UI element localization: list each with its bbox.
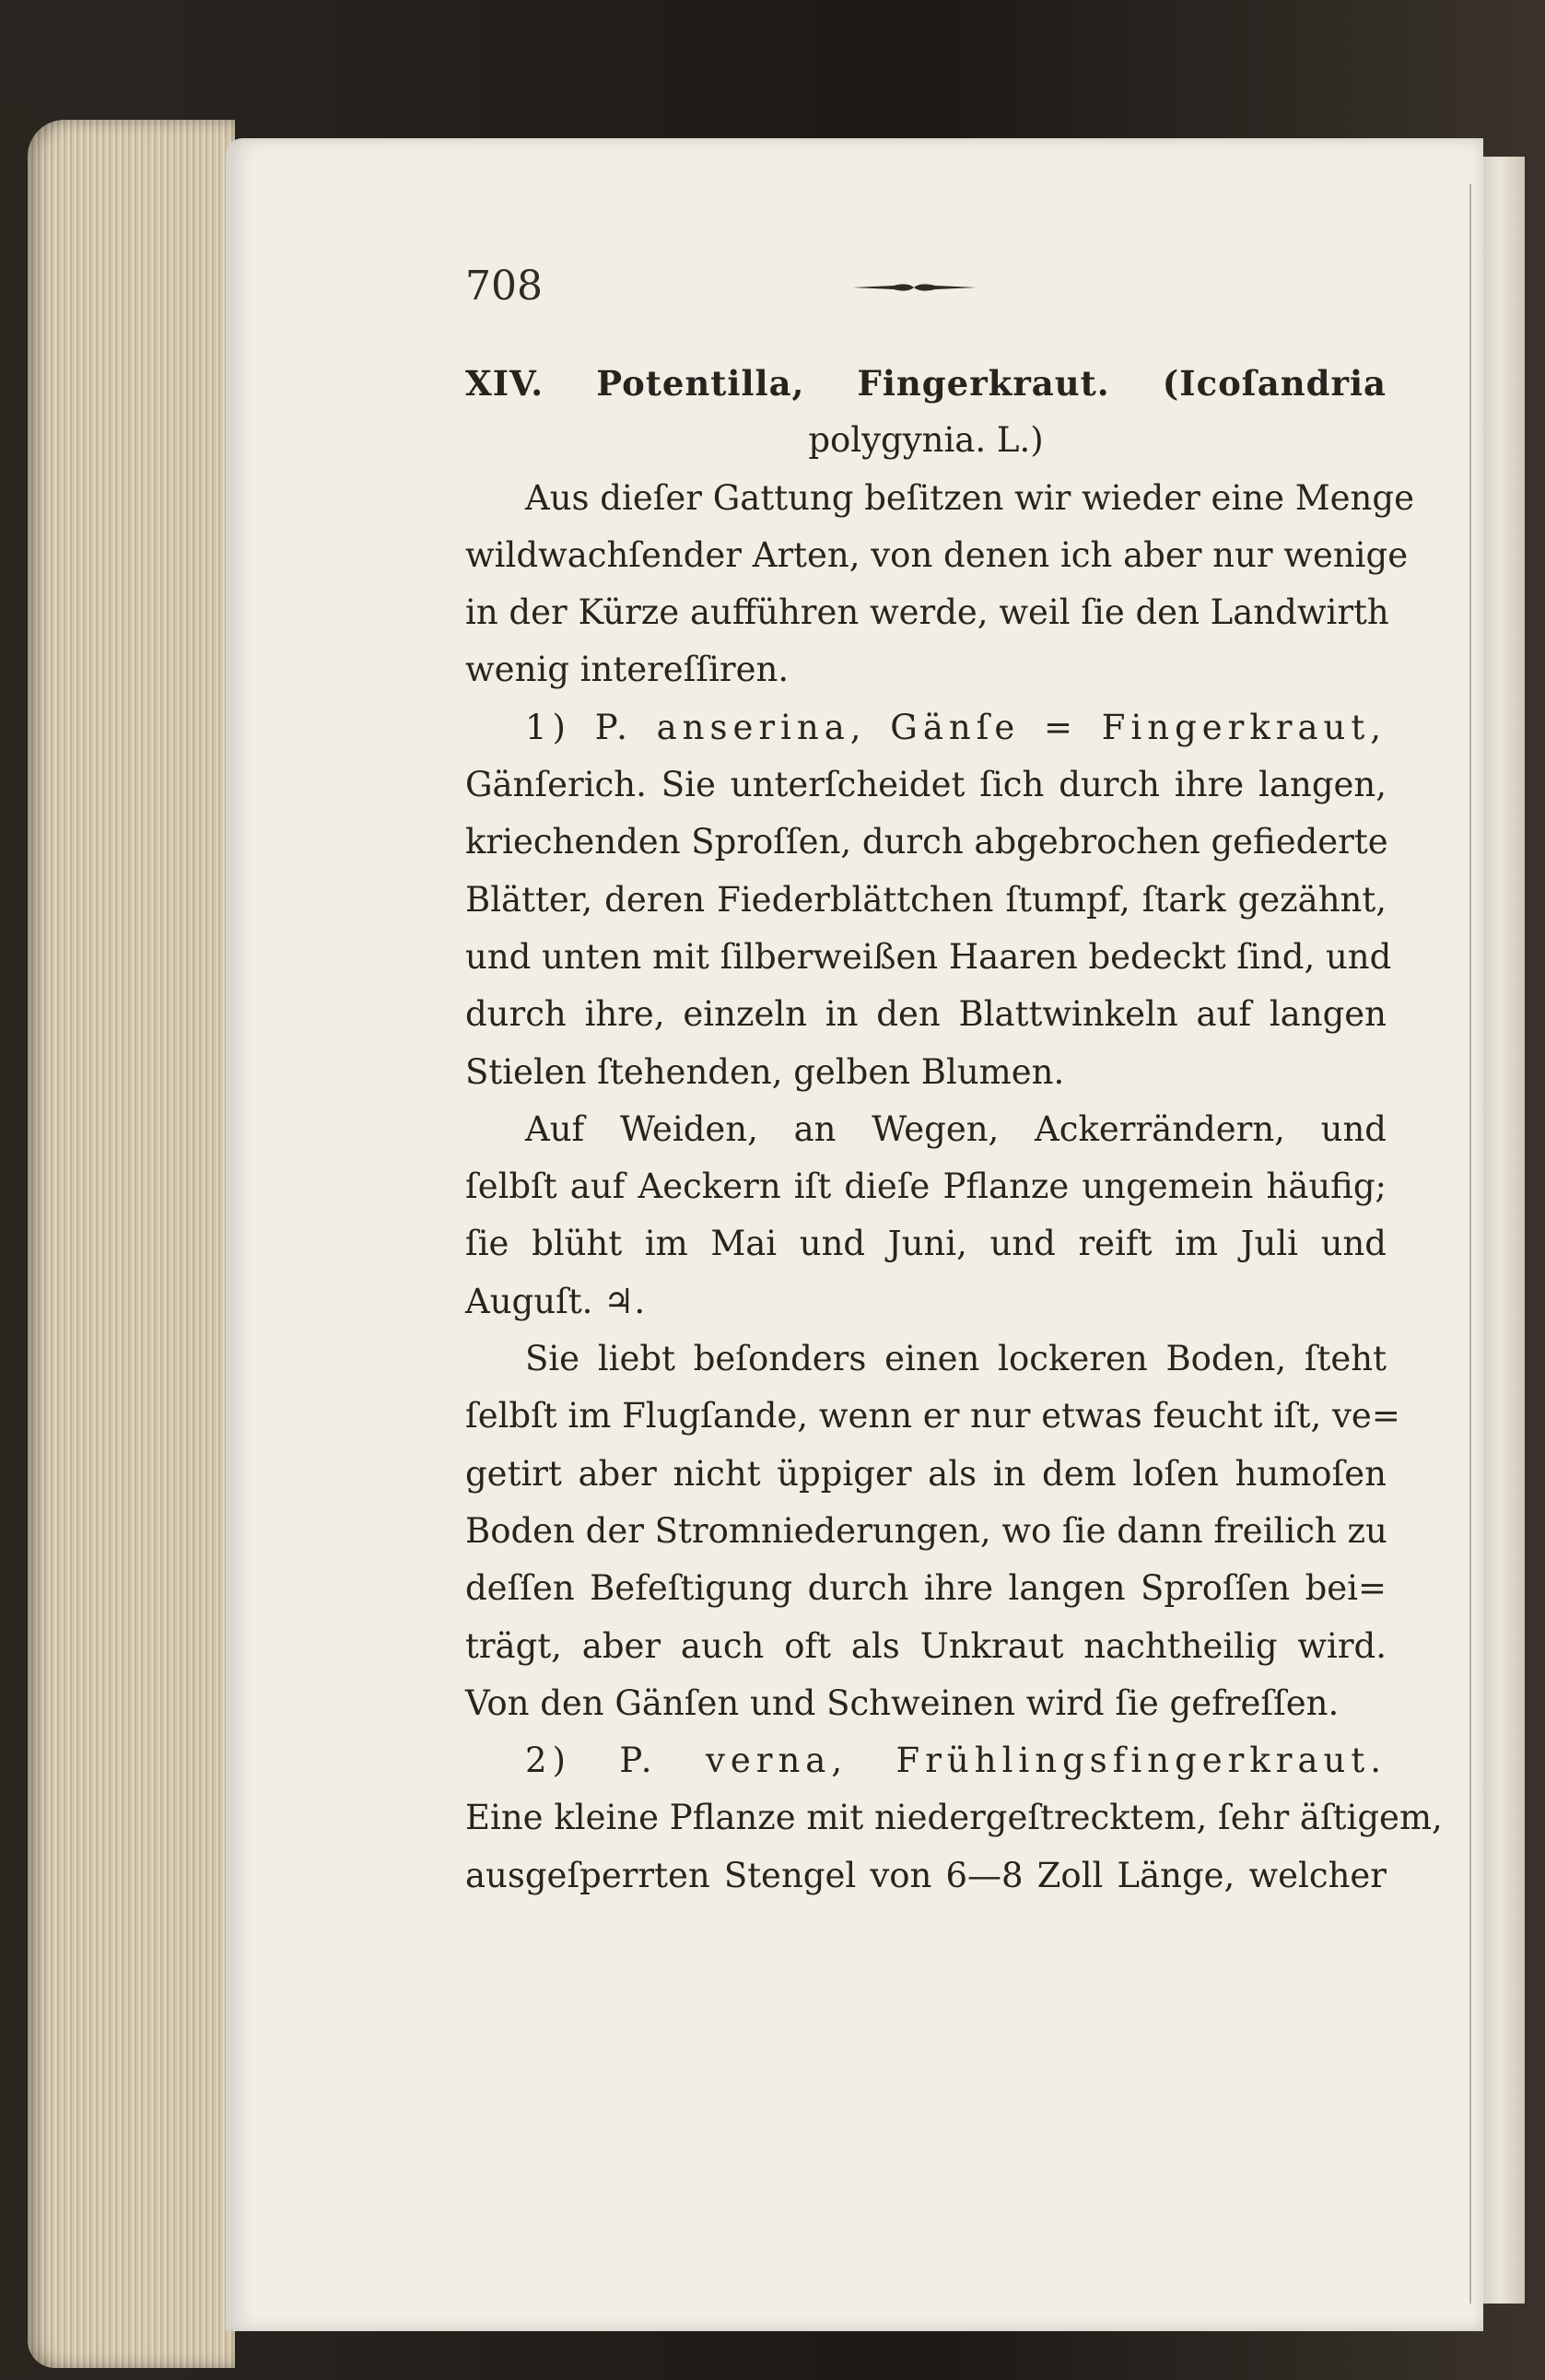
page-number: 708 [465, 263, 543, 310]
text-line: und unten mit ſilberweißen Haaren bedeckt ſind, und [465, 936, 1392, 977]
page-text [465, 355, 1443, 1905]
text-line: wildwachſender Arten, von denen ich aber nur wenige [465, 534, 1409, 575]
text-line: Von den Gänſen und Schweinen wird ſie gefreſſen. [465, 1682, 1340, 1723]
species-heading: 2) P. verna, Frühlingsfingerkraut. [525, 1741, 1387, 1781]
text-line: durch ihre, einzeln in den Blattwinkeln auf langen [465, 994, 1387, 1035]
ornament-rule-icon [852, 282, 977, 293]
text-line: Blätter, deren Fiederblättchen ſtumpf, ſtark gezähnt, [465, 879, 1387, 920]
text-line: ſie blüht im Mai und Juni, und reift im Juli und [465, 1224, 1387, 1264]
text-line: ausgeſperrten Stengel von 6—8 Zoll Länge, welcher [465, 1855, 1387, 1895]
text-line: ſelbſt auf Aeckern iſt dieſe Pflanze ungemein häufig; [465, 1167, 1387, 1207]
page-gutter-line [1469, 184, 1471, 2304]
text-line: Auf Weiden, an Wegen, Ackerrändern, und [525, 1108, 1387, 1149]
text-line: trägt, aber auch oft als Unkraut nachtheilig wird. [465, 1625, 1387, 1666]
text-line: Stielen ſtehenden, gelben Blumen. [465, 1051, 1065, 1092]
text-line: getirt aber nicht üppiger als in dem loſen humoſen [465, 1453, 1387, 1494]
text-line: Sie liebt beſonders einen lockeren Boden, ſteht [525, 1339, 1387, 1379]
text-line: in der Kürze aufführen werde, weil ſie den Landwirth [465, 592, 1389, 633]
text-line: deſſen Befeſtigung durch ihre langen Sproſſen bei= [465, 1568, 1387, 1609]
text-line: Gänſerich. Sie unterſcheidet ſich durch ihre langen, [465, 765, 1387, 805]
text-line: Aus dieſer Gattung beſitzen wir wieder eine Menge [525, 477, 1414, 518]
page-stack-edge [28, 120, 235, 2368]
text-line: Eine kleine Pflanze mit niedergeſtrecktem, ſehr äſtigem, [465, 1798, 1443, 1838]
text-line: wenig intereſſiren. [465, 650, 790, 690]
text-line: Boden der Stromniederungen, wo ſie dann freilich zu [465, 1510, 1387, 1551]
text-line: kriechenden Sproſſen, durch abgebrochen gefiederte [465, 822, 1388, 862]
species-heading: 1) P. anserina, Gänſe = Fingerkraut, [525, 707, 1387, 747]
text-line: ſelbſt im Flugſande, wenn er nur etwas feucht iſt, ve= [465, 1396, 1400, 1436]
facing-page-edge [1483, 157, 1525, 2304]
text-line: Auguſt. ♃. [465, 1281, 646, 1321]
section-heading: XIV. Potentilla, Fingerkraut. (Icoſandria [465, 363, 1387, 404]
section-heading-cont: polygynia. L.) [808, 420, 1044, 461]
